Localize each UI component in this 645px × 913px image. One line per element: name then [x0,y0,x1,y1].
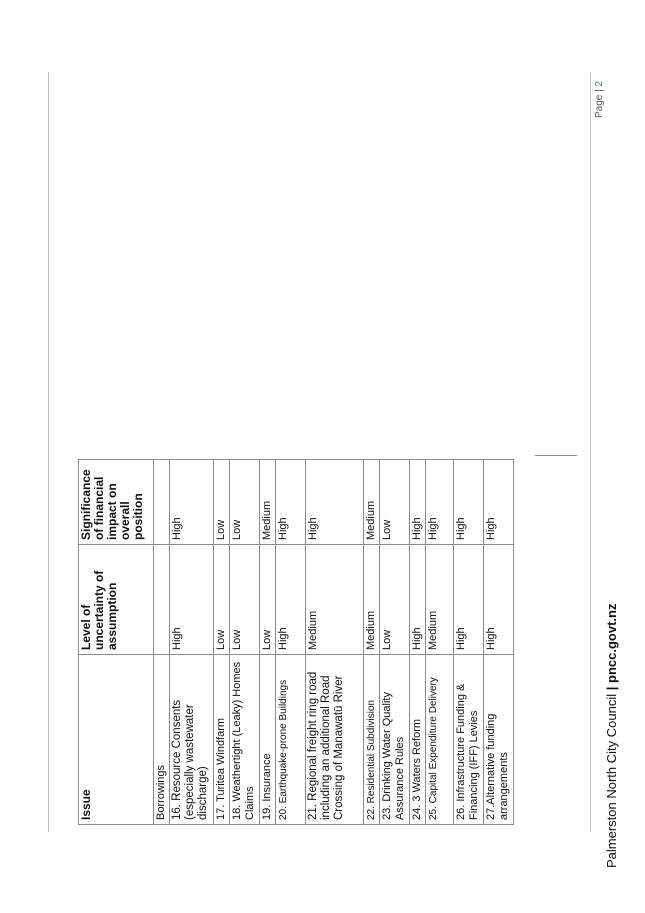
issue-cell: 22. Residential Subdivision [364,655,380,825]
table-row [364,460,380,825]
impact-cell [154,460,170,545]
page-number-block [594,81,605,118]
uncertainty-cell: Medium [306,545,364,655]
table-row [380,460,410,825]
issue-cell: 16. Resource Consents (especially wastewater discharge) [170,655,214,825]
uncertainty-cell [154,545,170,655]
uncertainty-cell: Low [380,545,410,655]
table-row [426,460,454,825]
uncertainty-cell: Low [230,545,260,655]
impact-cell: Low [380,460,410,545]
table-row [306,460,364,825]
uncertainty-cell: High [410,545,426,655]
uncertainty-cell: High [170,545,214,655]
uncertainty-cell: High [484,545,514,655]
assumptions-table [78,459,514,825]
impact-cell: Medium [260,460,276,545]
impact-cell: High [454,460,484,545]
impact-cell: High [410,460,426,545]
footer-org: Palmerston North City Council [604,693,619,868]
issue-cell: 17. Turitea Windfarm [214,655,230,825]
table-row [410,460,426,825]
issue-cell: 26. Infrastructure Funding & Financing (IFF) Levies [454,655,484,825]
table-row [154,460,170,825]
header-uncertainty: Level of uncertainty of assumption [79,545,154,655]
impact-cell: Medium [364,460,380,545]
issue-cell: Borrowings [154,655,170,825]
issue-cell: 24. 3 Waters Reform [410,655,426,825]
page-rule-right [590,72,591,832]
page-rule-left [48,72,49,832]
issue-cell: 27.Alternative funding arrangements [484,655,514,825]
table-row [214,460,230,825]
rotated-table-wrapper [78,459,514,825]
impact-cell: High [276,460,306,545]
table-row [484,460,514,825]
table-row [230,460,260,825]
issue-cell: 18. Weathertight (Leaky) Homes Claims [230,655,260,825]
page-number: 2 [594,80,605,87]
issue-cell: 20. Earthquake-prone Buildings [276,655,306,825]
table-header-row [79,460,154,825]
issue-cell: 25. Capital Expenditure Delivery [426,655,454,825]
header-impact: Significance of financial impact on overall position [79,460,154,545]
impact-cell: Low [214,460,230,545]
issue-cell: 21. Regional freight ring road including an additional Road Crossing of Manawatū River [306,655,364,825]
header-issue: Issue [79,655,154,825]
impact-cell: High [306,460,364,545]
table-bottom-rule [535,455,577,456]
uncertainty-cell: High [454,545,484,655]
footer-separator: | [604,686,619,691]
issue-cell: 23. Drinking Water Quality Assurance Rules [380,655,410,825]
footer [604,604,619,868]
impact-cell: Low [230,460,260,545]
issue-cell: 19. Insurance [260,655,276,825]
table-row [170,460,214,825]
table-row [276,460,306,825]
table-row [260,460,276,825]
table-row [454,460,484,825]
footer-website[interactable]: pncc.govt.nz [604,603,619,683]
page-label: Page | [594,89,605,118]
uncertainty-cell: High [276,545,306,655]
uncertainty-cell: Medium [426,545,454,655]
impact-cell: High [170,460,214,545]
uncertainty-cell: Low [214,545,230,655]
impact-cell: High [426,460,454,545]
uncertainty-cell: Medium [364,545,380,655]
uncertainty-cell: Low [260,545,276,655]
impact-cell: High [484,460,514,545]
